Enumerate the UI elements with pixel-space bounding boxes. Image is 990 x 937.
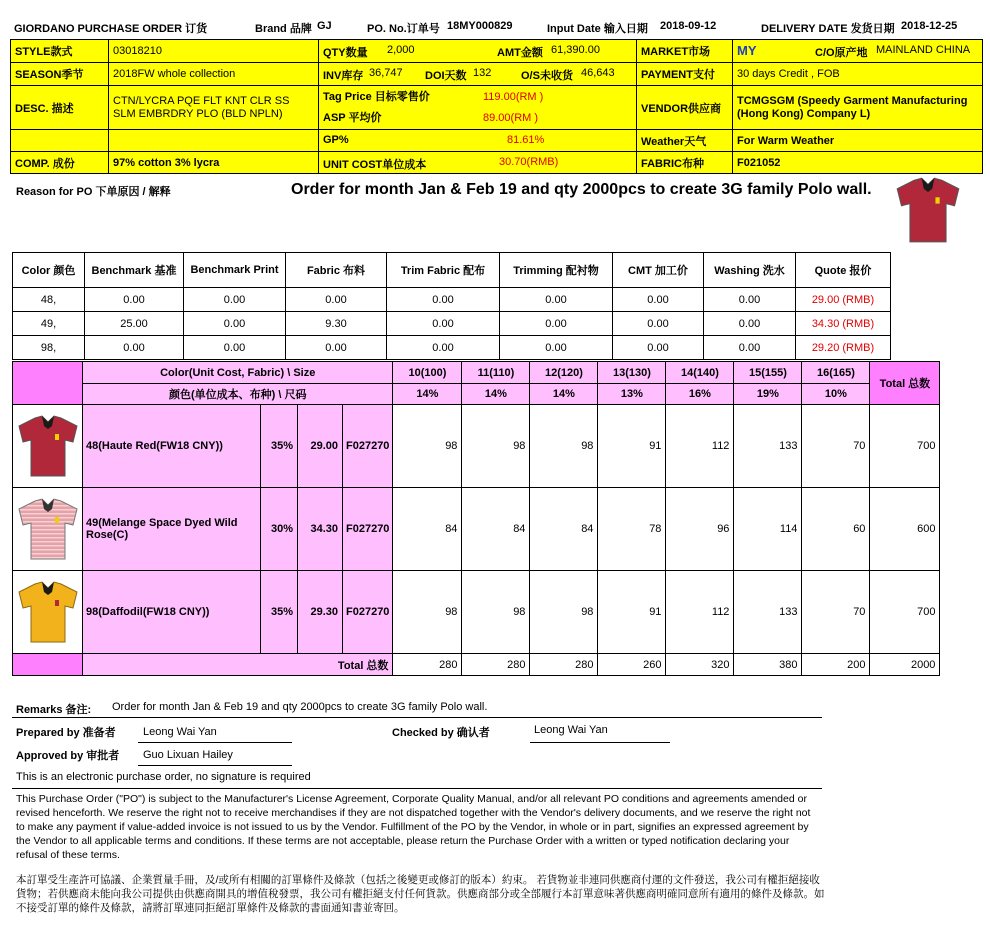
size-ratio: 16%	[666, 384, 734, 405]
size-header-row	[13, 362, 940, 384]
product-thumbnail-icon	[893, 176, 963, 244]
size-header: 13(130)	[598, 362, 666, 384]
po-number-label: PO. No.订单号	[367, 23, 440, 35]
size-total: 280	[393, 654, 462, 676]
cost-cell: 0.00	[85, 288, 184, 312]
color-cost: 29.30	[298, 571, 343, 654]
po-title: GIORDANO PURCHASE ORDER 订货	[14, 23, 208, 35]
cost-cell: 0.00	[500, 288, 613, 312]
size-ratio: 10%	[802, 384, 870, 405]
cost-header-trimming: Trimming 配衬物	[500, 253, 613, 288]
size-ratio: 14%	[530, 384, 598, 405]
outstanding-label: O/S未收货	[521, 70, 573, 82]
description-line-1: CTN/LYCRA PQE FLT KNT CLR SS	[113, 94, 290, 107]
quote-cell: 29.00 (RMB)	[796, 288, 891, 312]
cost-cell: 0.00	[387, 288, 500, 312]
table-row	[13, 571, 940, 654]
vendor-cell	[733, 86, 983, 130]
cost-header-color: Color 颜色	[13, 253, 85, 288]
empty-cell	[11, 130, 109, 152]
season-value: 2018FW whole collection	[109, 63, 319, 86]
cost-cell: 0.00	[613, 312, 704, 336]
cost-breakdown-table	[12, 252, 891, 360]
weather-value: For Warm Weather	[733, 130, 983, 152]
qty-cell: 78	[598, 488, 666, 571]
size-total: 280	[462, 654, 530, 676]
approved-by-label: Approved by 审批者	[16, 750, 120, 762]
season-label: SEASON季节	[11, 63, 109, 86]
size-header: 11(110)	[462, 362, 530, 384]
delivery-date-label: DELIVERY DATE 发货日期	[761, 23, 895, 35]
market-label: MARKET市场	[637, 40, 733, 63]
color-name: 48(Haute Red(FW18 CNY))	[83, 405, 261, 488]
cost-cell: 48,	[13, 288, 85, 312]
composition-label: COMP. 成份	[11, 152, 109, 174]
prepared-by-value: Leong Wai Yan	[143, 726, 217, 738]
size-header: 14(140)	[666, 362, 734, 384]
qty-cell: 112	[666, 571, 734, 654]
amt-label: AMT金额	[497, 47, 543, 59]
cost-cell: 0.00	[184, 312, 286, 336]
color-fabric: F027270	[343, 405, 393, 488]
po-header	[14, 20, 984, 36]
unit-cost-label: UNIT COST单位成本	[323, 158, 427, 171]
qty-cell: 70	[802, 405, 870, 488]
cost-cell: 25.00	[85, 312, 184, 336]
cost-header-fabric: Fabric 布料	[286, 253, 387, 288]
remarks-label: Remarks 备注:	[16, 704, 92, 716]
cost-cell: 0.00	[286, 288, 387, 312]
cost-header-benchmark: Benchmark 基准	[85, 253, 184, 288]
size-header-title: Color(Unit Cost, Fabric) \ Size	[83, 362, 393, 384]
reason-label: Reason for PO 下单原因 / 解释	[16, 186, 171, 198]
qty-cell: 91	[598, 571, 666, 654]
polo-shirt-rose-icon	[15, 497, 81, 561]
market-co-cell	[733, 40, 983, 63]
table-row	[13, 488, 940, 571]
electronic-po-note: This is an electronic purchase order, no signature is required	[16, 771, 311, 783]
cost-cell: 0.00	[184, 336, 286, 360]
row-total: 600	[870, 488, 940, 571]
unit-cost-value: 30.70(RMB)	[499, 155, 559, 168]
gp-value: 81.61%	[507, 133, 545, 146]
qty-cell: 98	[393, 405, 462, 488]
size-total: 320	[666, 654, 734, 676]
cost-header-trim-fabric: Trim Fabric 配布	[387, 253, 500, 288]
qty-amt-cell	[319, 40, 637, 63]
qty-cell: 84	[462, 488, 530, 571]
doi-value: 132	[473, 67, 492, 79]
size-total: 200	[802, 654, 870, 676]
cost-cell: 0.00	[500, 312, 613, 336]
size-total: 260	[598, 654, 666, 676]
cost-cell: 0.00	[85, 336, 184, 360]
tag-price-value: 119.00(RM )	[483, 90, 544, 103]
cost-cell: 0.00	[704, 312, 796, 336]
color-pct: 35%	[261, 571, 298, 654]
qty-cell: 133	[734, 405, 802, 488]
asp-label: ASP 平均价	[323, 111, 382, 124]
totals-label: Total 总数	[83, 654, 393, 676]
color-pct: 35%	[261, 405, 298, 488]
outstanding-value: 46,643	[581, 67, 615, 79]
ratio-header-row	[13, 384, 940, 405]
polo-shirt-yellow-icon	[15, 580, 81, 644]
cost-cell: 0.00	[613, 336, 704, 360]
input-date-label: Input Date 输入日期	[547, 23, 648, 35]
asp-value: 89.00(RM )	[483, 111, 539, 124]
qty-cell: 133	[734, 571, 802, 654]
table-row	[13, 288, 891, 312]
style-label: STYLE款式	[11, 40, 109, 63]
brand-label: Brand 品牌	[255, 23, 312, 35]
row-total: 700	[870, 405, 940, 488]
size-breakdown-table	[12, 361, 940, 676]
qty-label: QTY数量	[323, 47, 368, 59]
composition-value: 97% cotton 3% lycra	[109, 152, 319, 174]
cost-header-cmt: CMT 加工价	[613, 253, 704, 288]
row-total: 700	[870, 571, 940, 654]
qty-cell: 98	[393, 571, 462, 654]
divider	[12, 788, 822, 789]
cost-cell: 0.00	[286, 336, 387, 360]
qty-cell: 112	[666, 405, 734, 488]
color-name: 49(Melange Space Dyed Wild Rose(C)	[83, 488, 261, 571]
weather-label: Weather天气	[637, 130, 733, 152]
qty-cell: 70	[802, 571, 870, 654]
cost-header-row	[13, 253, 891, 288]
color-name: 98(Daffodil(FW18 CNY))	[83, 571, 261, 654]
prepared-by-label: Prepared by 准备者	[16, 727, 116, 739]
color-cost: 29.00	[298, 405, 343, 488]
unit-cost-cell	[319, 152, 637, 174]
tag-price-label: Tag Price 目标零售价	[323, 90, 430, 103]
cost-cell: 9.30	[286, 312, 387, 336]
qty-cell: 98	[530, 571, 598, 654]
color-fabric: F027270	[343, 488, 393, 571]
size-header: 12(120)	[530, 362, 598, 384]
cost-cell: 0.00	[704, 288, 796, 312]
qty-cell: 98	[462, 571, 530, 654]
shirt-image-cell	[13, 405, 83, 488]
color-fabric: F027270	[343, 571, 393, 654]
gp-cell	[319, 130, 637, 152]
signature-line	[138, 765, 292, 766]
size-ratio: 19%	[734, 384, 802, 405]
brand-value: GJ	[317, 20, 332, 32]
cost-cell: 49,	[13, 312, 85, 336]
shirt-image-cell	[13, 488, 83, 571]
signature-line	[530, 742, 670, 743]
qty-value: 2,000	[387, 44, 415, 56]
qty-cell: 98	[462, 405, 530, 488]
size-header: 10(100)	[393, 362, 462, 384]
doi-label: DOI天数	[425, 70, 467, 82]
qty-cell: 91	[598, 405, 666, 488]
inventory-label: INV库存	[323, 70, 364, 82]
gp-label: GP%	[323, 133, 349, 146]
payment-value: 30 days Credit , FOB	[733, 63, 983, 86]
terms-english: This Purchase Order ("PO") is subject to the Manufacturer's License Agreement, Corporate Quality Manual, and/or all relevant PO conditions and agreements amended or revised henceforth. We reserve the right not to receive merchandises if they are not dispatched together with the Vendor's delivery documents, and we reserve the right not to make any payment if value-added invoice is not issued to us by the Vendor. Fulfillment of the PO by the Vendor, in whole or in part, signifies an expressed agreement by the Vendor to all applicable terms and conditions. If these terms are not acceptable, please return the Purchase Order with a written or typed notification declaring your refusal of these terms.	[16, 793, 811, 861]
table-row	[13, 312, 891, 336]
origin-label: C/O原产地	[815, 47, 868, 59]
color-pct: 30%	[261, 488, 298, 571]
checked-by-label: Checked by 确认者	[392, 727, 490, 739]
fabric-value: F021052	[733, 152, 983, 174]
divider	[12, 717, 822, 718]
qty-cell: 84	[530, 488, 598, 571]
qty-cell: 96	[666, 488, 734, 571]
amt-value: 61,390.00	[551, 44, 600, 56]
size-header-title-zh: 颜色(单位成本、布种) \ 尺码	[83, 384, 393, 405]
price-cell	[319, 86, 637, 130]
size-header: 16(165)	[802, 362, 870, 384]
table-row	[13, 336, 891, 360]
shirt-image-cell	[13, 571, 83, 654]
vendor-label: VENDOR供应商	[637, 86, 733, 130]
qty-cell: 60	[802, 488, 870, 571]
style-value: 03018210	[109, 40, 319, 63]
size-ratio: 14%	[462, 384, 530, 405]
terms-chinese: 本訂單受生產許可協議、企業質量手冊，及/或所有相關的訂單條件及條款（包括之後變更或修訂的版本）約束。 若貨物並非連同供應商付運的文件發送，我公司有權拒絕接收貨物；若供應商未能向我公司提供由供應商開具的增值稅發票，我公司有權拒絕支付任何貨款。供應商部分或全部履行本訂單意味著供應商明確同意所有適用的條件及條款。如不接受訂單的條件及條款，請將訂單連同拒絕訂單條件及條款的書面通知書並寄回。	[16, 874, 825, 914]
color-cost: 34.30	[298, 488, 343, 571]
approved-by-value: Guo Lixuan Hailey	[143, 749, 233, 761]
quote-cell: 34.30 (RMB)	[796, 312, 891, 336]
total-header: Total 总数	[870, 362, 940, 405]
size-ratio: 14%	[393, 384, 462, 405]
cost-header-benchmark-print: Benchmark Print	[184, 253, 286, 288]
cost-cell: 0.00	[387, 336, 500, 360]
po-info-grid	[10, 39, 983, 174]
description-cell	[109, 86, 319, 130]
cost-header-quote: Quote 报价	[796, 253, 891, 288]
origin-value: MAINLAND CHINA	[876, 44, 971, 56]
reason-text: Order for month Jan & Feb 19 and qty 2000pcs to create 3G family Polo wall.	[291, 181, 872, 198]
delivery-date-value: 2018-12-25	[901, 20, 958, 32]
cost-header-washing: Washing 洗水	[704, 253, 796, 288]
cost-cell: 0.00	[704, 336, 796, 360]
po-number-value: 18MY000829	[447, 20, 513, 32]
inventory-cell	[319, 63, 637, 86]
cost-cell: 98,	[13, 336, 85, 360]
market-value: MY	[737, 43, 757, 58]
size-total: 280	[530, 654, 598, 676]
size-ratio: 13%	[598, 384, 666, 405]
qty-cell: 98	[530, 405, 598, 488]
totals-row	[13, 654, 940, 676]
header-blank	[13, 362, 83, 405]
cost-cell: 0.00	[184, 288, 286, 312]
description-label: DESC. 描述	[11, 86, 109, 130]
cost-cell: 0.00	[387, 312, 500, 336]
input-date-value: 2018-09-12	[660, 20, 717, 32]
qty-cell: 114	[734, 488, 802, 571]
table-row	[13, 405, 940, 488]
remarks-value: Order for month Jan & Feb 19 and qty 2000pcs to create 3G family Polo wall.	[112, 701, 488, 713]
checked-by-value: Leong Wai Yan	[534, 724, 608, 736]
totals-blank	[13, 654, 83, 676]
payment-label: PAYMENT支付	[637, 63, 733, 86]
inventory-value: 36,747	[369, 67, 403, 79]
vendor-line-1: TCMGSGM (Speedy Garment Manufacturing	[737, 94, 968, 107]
polo-shirt-red-icon	[15, 414, 81, 478]
empty-cell	[109, 130, 319, 152]
quote-cell: 29.20 (RMB)	[796, 336, 891, 360]
size-header: 15(155)	[734, 362, 802, 384]
cost-cell: 0.00	[613, 288, 704, 312]
description-line-2: SLM EMBRDRY PLO (BLD NPLN)	[113, 107, 283, 120]
size-total: 380	[734, 654, 802, 676]
grand-total: 2000	[870, 654, 940, 676]
fabric-label: FABRIC布种	[637, 152, 733, 174]
qty-cell: 84	[393, 488, 462, 571]
signature-line	[138, 742, 292, 743]
cost-cell: 0.00	[500, 336, 613, 360]
vendor-line-2: (Hong Kong) Company L)	[737, 107, 871, 120]
